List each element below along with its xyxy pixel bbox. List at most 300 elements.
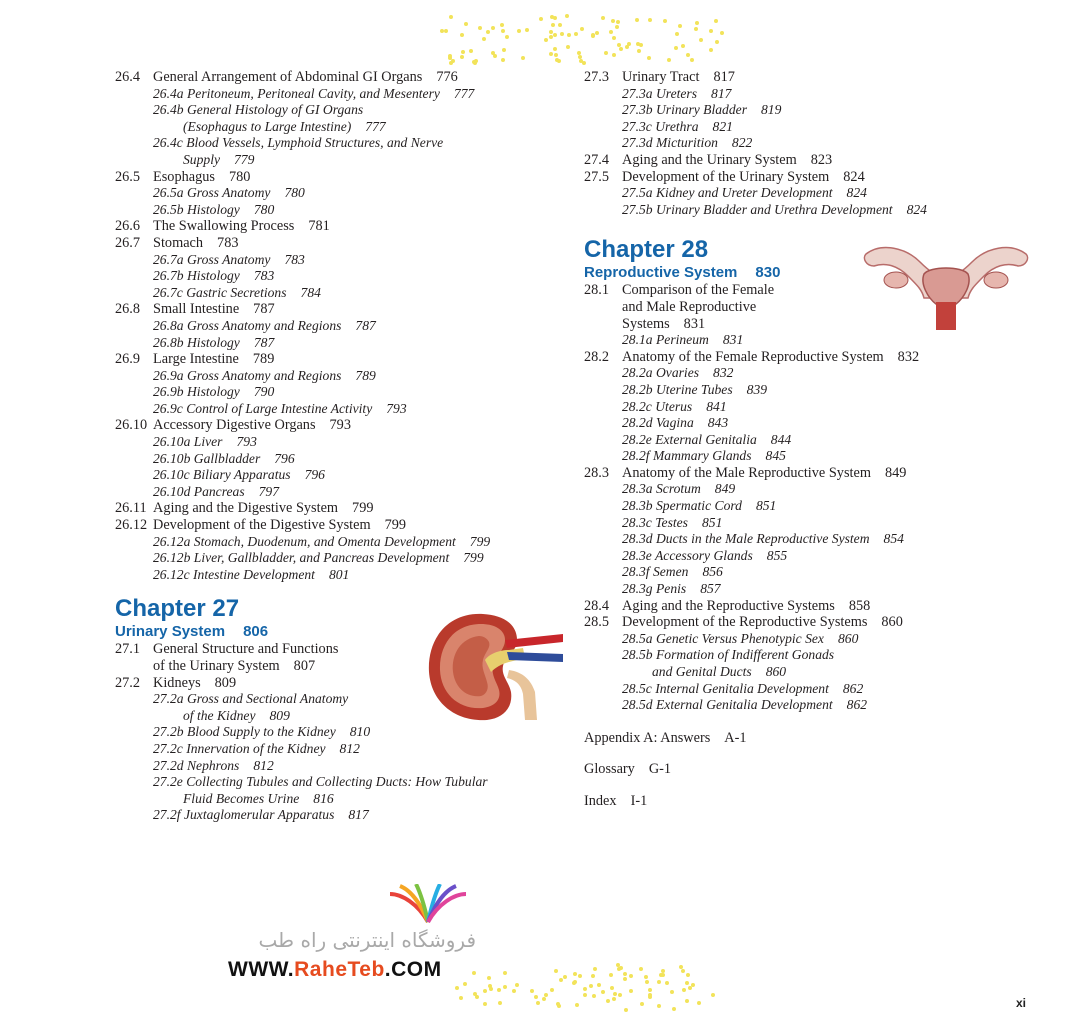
entry-title: 28.1a Perineum <box>622 332 709 348</box>
toc-section-entry <box>584 69 1044 86</box>
toc-subsection-entry <box>115 368 565 385</box>
decorative-dot <box>604 51 608 55</box>
toc-section-entry <box>115 301 565 318</box>
toc-subsection-entry <box>115 285 565 302</box>
entry-title: 27.3a Ureters <box>622 85 698 101</box>
section-number: 27.2 <box>115 674 141 691</box>
page-ref: 777 <box>365 118 386 134</box>
decorative-dot <box>672 1007 676 1011</box>
page-ref: 860 <box>881 614 903 631</box>
decorative-dot <box>563 975 567 979</box>
decorative-dot <box>554 969 558 973</box>
entry-title: 26.10d Pancreas <box>153 483 245 499</box>
toc-subsection-entry <box>584 185 1044 202</box>
decorative-dot <box>670 990 674 994</box>
page-ref: 849 <box>884 464 907 481</box>
entry-title: 28.3e Accessory Glands <box>622 547 753 563</box>
toc-subsection-entry <box>115 451 565 468</box>
toc-subsection-entry <box>115 484 565 501</box>
decorative-dot <box>709 29 713 33</box>
entry-title: 28.3g Penis <box>622 581 687 597</box>
decorative-dot <box>610 986 614 990</box>
decorative-dot <box>558 23 562 27</box>
page-ref: 799 <box>384 517 407 534</box>
decorative-dot <box>612 997 616 1001</box>
entry-title: 28.3d Ducts in the Male Reproductive System <box>622 531 870 547</box>
decorative-dot <box>711 993 715 997</box>
decorative-dot <box>557 59 561 63</box>
decorative-dot <box>589 984 593 988</box>
entry-title: 28.3c Testes <box>622 514 688 530</box>
decorative-dot <box>657 980 661 984</box>
decorative-dot <box>549 52 553 56</box>
decorative-dot <box>593 967 597 971</box>
entry-title: Urinary Tract <box>622 69 700 85</box>
decorative-dot <box>595 31 599 35</box>
toc-subsection-entry <box>584 415 1044 432</box>
page-ref: 832 <box>713 365 734 381</box>
back-matter-item <box>584 793 1044 810</box>
toc-subsection-entry <box>584 448 1044 465</box>
entry-title: Aging and the Urinary System <box>622 151 797 168</box>
url-prefix: WWW. <box>228 958 295 981</box>
toc-entry-list <box>584 282 1044 713</box>
decorative-dot <box>624 1008 628 1012</box>
decorative-dot <box>573 980 577 984</box>
page-ref: 793 <box>236 434 257 450</box>
entry-title: 26.4b General Histology of GI Organs <box>153 102 364 118</box>
section-number: 27.1 <box>115 641 141 658</box>
page-ref: G-1 <box>648 761 672 778</box>
toc-subsection-entry <box>115 534 565 551</box>
decorative-dot <box>709 48 713 52</box>
raheteb-watermark <box>228 884 478 994</box>
entry-title: 28.2d Vagina <box>622 415 694 431</box>
decorative-dot <box>478 26 482 30</box>
toc-subsection-entry <box>584 432 1044 449</box>
entry-title: 27.2b Blood Supply to the Kidney <box>153 724 336 740</box>
entry-title: 26.8b Histology <box>153 334 240 350</box>
toc-subsection-entry <box>115 467 565 484</box>
decorative-dot <box>619 47 623 51</box>
decorative-dot <box>530 989 534 993</box>
watermark-url <box>228 958 442 982</box>
section-number: 28.3 <box>584 464 610 481</box>
decorative-dot <box>551 23 555 27</box>
page-ref: 812 <box>339 740 360 756</box>
section-number: 26.11 <box>115 500 147 517</box>
decorative-dot <box>534 995 538 999</box>
chapter-27-heading: Chapter 27 <box>115 595 240 623</box>
decorative-dot <box>460 33 464 37</box>
section-number: 27.4 <box>584 151 610 168</box>
chapter-28-heading: Chapter 28 <box>584 236 709 264</box>
toc-subsection-entry <box>584 515 1044 532</box>
entry-title: 28.5c Internal Genitalia Development <box>622 680 829 696</box>
entry-title: 26.10a Liver <box>153 434 223 450</box>
entry-title: 27.2e Collecting Tubules and Collecting Ducts: How Tubular <box>153 774 488 790</box>
toc-subsection-entry <box>115 807 565 824</box>
page-ref: 817 <box>711 85 732 101</box>
entry-title: Comparison of the Female <box>622 282 775 299</box>
entry-title: Index <box>584 792 617 809</box>
decorative-dot <box>449 15 453 19</box>
toc-subsection-entry <box>115 102 565 119</box>
section-number: 26.9 <box>115 351 141 368</box>
decorative-dot <box>648 995 652 999</box>
decorative-dot <box>606 999 610 1003</box>
entry-title: 26.12c Intestine Development <box>153 566 315 582</box>
decorative-dot <box>665 981 669 985</box>
toc-section-entry <box>584 349 1044 366</box>
toc-section-entry <box>115 417 565 434</box>
decorative-dot <box>550 988 554 992</box>
toc-subsection-entry <box>115 384 565 401</box>
entry-title: 27.2f Juxtaglomerular Apparatus <box>153 807 335 823</box>
entry-title: Anatomy of the Male Reproductive System <box>622 464 871 481</box>
section-number: 26.12 <box>115 517 148 534</box>
toc-subsection-entry <box>584 498 1044 515</box>
page-ref: 810 <box>349 724 371 740</box>
toc-subsection-entry <box>115 550 565 567</box>
entry-title: 26.5b Histology <box>153 201 240 217</box>
decorative-dot <box>559 978 563 982</box>
page-ref: 816 <box>313 790 334 806</box>
entry-title: Appendix A: Answers <box>584 729 711 746</box>
chapter-page: 830 <box>755 264 781 282</box>
decorative-dot <box>648 988 652 992</box>
entry-title: 28.3b Spermatic Cord <box>622 498 742 514</box>
toc-subsection-entry <box>584 135 1044 152</box>
decorative-dot <box>591 974 595 978</box>
entry-title: Aging and the Reproductive Systems <box>622 597 835 614</box>
entry-title: 26.4c Blood Vessels, Lymphoid Structures, and Nerve <box>153 135 444 151</box>
toc-subsection-entry <box>584 481 1044 498</box>
decorative-dot <box>612 36 616 40</box>
entry-title: 26.7c Gastric Secretions <box>153 284 287 300</box>
page-ref: 849 <box>714 481 736 497</box>
page-ref: 796 <box>274 450 295 466</box>
decorative-dot <box>720 31 724 35</box>
toc-subsection-entry <box>115 434 565 451</box>
entry-title: 26.10c Biliary Apparatus <box>153 467 291 483</box>
decorative-dot <box>512 989 516 993</box>
chapter-title-text: Urinary System <box>115 623 226 641</box>
entry-title: Small Intestine <box>153 301 240 318</box>
toc-subsection-entry <box>584 631 1044 648</box>
page-ref: 801 <box>328 566 350 582</box>
decorative-dot <box>550 15 554 19</box>
toc-subsection-entry <box>584 681 1044 698</box>
entry-title: 27.3c Urethra <box>622 118 699 134</box>
page-ref: 817 <box>713 69 735 85</box>
decorative-dot <box>601 16 605 20</box>
decorative-dot <box>461 50 465 54</box>
decorative-dot <box>695 21 699 25</box>
toc-subsection-entry <box>115 119 565 136</box>
decorative-dots-top <box>440 14 725 66</box>
decorative-dot <box>637 49 641 53</box>
toc-subsection-entry <box>584 531 1044 548</box>
page-ref: 809 <box>269 707 290 723</box>
toc-subsection-entry <box>584 86 1044 103</box>
entry-title: 28.2e External Genitalia <box>622 431 757 447</box>
decorative-dots-bottom <box>455 962 715 1012</box>
toc-subsection-entry <box>115 567 565 584</box>
decorative-dot <box>498 1001 502 1005</box>
decorative-dot <box>639 967 643 971</box>
toc-subsection-entry <box>115 774 565 791</box>
toc-entry-list <box>115 69 565 583</box>
decorative-dot <box>486 30 490 34</box>
decorative-dot <box>448 54 452 58</box>
entry-title: Aging and the Digestive System <box>153 500 339 517</box>
decorative-dot <box>617 967 621 971</box>
decorative-dot <box>503 985 507 989</box>
entry-title: 28.5d External Genitalia Development <box>622 697 833 713</box>
toc-subsection-entry <box>115 758 565 775</box>
toc-subsection-entry <box>115 86 565 103</box>
decorative-dot <box>629 974 633 978</box>
decorative-dot <box>553 33 557 37</box>
decorative-dot <box>497 988 501 992</box>
decorative-dot <box>644 975 648 979</box>
entry-title: Systems <box>622 315 670 332</box>
entry-title: 28.2f Mammary Glands <box>622 448 752 464</box>
toc-subsection-entry <box>115 335 565 352</box>
page-ref: 812 <box>253 757 274 773</box>
decorative-dot <box>517 29 521 33</box>
toc-subsection-entry <box>115 318 565 335</box>
page-ref: 831 <box>683 315 706 332</box>
toc-subsection-entry <box>115 202 565 219</box>
uterus-illustration <box>860 236 1032 332</box>
page-ref: 857 <box>700 581 721 597</box>
entry-title: 27.5b Urinary Bladder and Urethra Development <box>622 201 893 217</box>
decorative-dot <box>544 38 548 42</box>
decorative-dot <box>565 14 569 18</box>
page-ref: 854 <box>883 531 904 547</box>
entry-title: The Swallowing Process <box>153 218 295 235</box>
page-ref: 780 <box>228 168 251 185</box>
section-number: 28.5 <box>584 614 610 631</box>
page-ref: 856 <box>702 564 723 580</box>
decorative-dot <box>566 45 570 49</box>
decorative-dot <box>578 974 582 978</box>
page-ref: 787 <box>253 301 275 318</box>
toc-subsection-entry <box>584 119 1044 136</box>
toc-subsection-entry <box>584 581 1044 598</box>
decorative-dot <box>597 983 601 987</box>
toc-subsection-entry <box>584 102 1044 119</box>
toc-section-entry <box>584 465 1044 482</box>
decorative-dot <box>469 49 473 53</box>
decorative-dot <box>556 1002 560 1006</box>
toc-subsection-entry <box>115 268 565 285</box>
decorative-dot <box>567 33 571 37</box>
decorative-dot <box>583 993 587 997</box>
entry-title: 28.2a Ovaries <box>622 365 700 381</box>
decorative-dot <box>640 1002 644 1006</box>
toc-subsection-entry <box>115 724 565 741</box>
toc-section-entry <box>115 69 565 86</box>
decorative-dot <box>440 29 444 33</box>
decorative-dot <box>686 973 690 977</box>
decorative-dot <box>580 27 584 31</box>
page-ref: 841 <box>706 398 727 414</box>
entry-title: 27.2a Gross and Sectional Anatomy <box>153 691 349 707</box>
page-ref: 862 <box>846 697 868 713</box>
page-ref: 822 <box>731 135 753 151</box>
section-number: 26.8 <box>115 301 141 318</box>
decorative-dot <box>694 27 698 31</box>
section-number: 28.2 <box>584 348 610 365</box>
page-ref: 821 <box>712 118 733 134</box>
decorative-dot <box>483 989 487 993</box>
page-ref: 784 <box>300 284 321 300</box>
section-number: 26.10 <box>115 417 148 434</box>
page-ref: 858 <box>848 597 871 614</box>
back-matter-list <box>584 730 1044 810</box>
decorative-dot <box>648 18 652 22</box>
page-ref: 807 <box>293 658 316 674</box>
page-ref: 824 <box>843 168 865 185</box>
toc-section-entry <box>115 517 565 534</box>
toc-section-entry <box>584 169 1044 186</box>
entry-title: of the Kidney <box>183 707 256 723</box>
page-ref: A-1 <box>724 729 747 746</box>
decorative-dot <box>554 53 558 57</box>
decorative-dot <box>663 19 667 23</box>
decorative-dot <box>521 56 525 60</box>
toc-section-entry <box>584 614 1044 631</box>
decorative-dot <box>714 19 718 23</box>
toc-section-entry <box>115 169 565 186</box>
decorative-dot <box>611 19 615 23</box>
entry-title: 26.8a Gross Anatomy and Regions <box>153 317 342 333</box>
decorative-dot <box>612 53 616 57</box>
decorative-dot <box>691 983 695 987</box>
entry-title: 28.5b Formation of Indifferent Gonads <box>622 647 835 663</box>
page-ref: I-1 <box>630 792 648 809</box>
page-ref: 824 <box>846 185 867 201</box>
page-ref: 817 <box>348 807 369 823</box>
decorative-dot <box>615 25 619 29</box>
entry-title: of the Urinary System <box>153 658 280 674</box>
decorative-dot <box>489 987 493 991</box>
entry-title: and Male Reproductive <box>622 298 757 315</box>
entry-title: 26.9c Control of Large Intestine Activity <box>153 400 373 416</box>
toc-subsection-entry <box>584 399 1044 416</box>
toc-subsection-entry <box>115 152 565 169</box>
toc-right-column <box>584 69 1044 825</box>
decorative-dot <box>697 1001 701 1005</box>
decorative-dot <box>616 20 620 24</box>
decorative-dot <box>601 990 605 994</box>
toc-section-entry <box>584 598 1044 615</box>
entry-title: Fluid Becomes Urine <box>183 790 300 806</box>
page-ref: 831 <box>722 332 744 348</box>
decorative-dot <box>667 58 671 62</box>
decorative-dot <box>501 58 505 62</box>
entry-title: Development of the Urinary System <box>622 168 830 185</box>
entry-title: 26.12b Liver, Gallbladder, and Pancreas Development <box>153 550 450 566</box>
page-ref: 780 <box>284 185 305 201</box>
decorative-dot <box>525 28 529 32</box>
entry-title: 26.12a Stomach, Duodenum, and Omenta Development <box>153 533 456 549</box>
page-ref: 793 <box>386 400 407 416</box>
page-ref: 823 <box>810 151 833 168</box>
entry-title: 26.9a Gross Anatomy and Regions <box>153 367 342 383</box>
decorative-dot <box>623 977 627 981</box>
entry-title: 28.3f Semen <box>622 564 689 580</box>
decorative-dot <box>645 980 649 984</box>
page-ref: 799 <box>463 550 484 566</box>
decorative-dot <box>682 988 686 992</box>
entry-title: 28.5a Genetic Versus Phenotypic Sex <box>622 630 824 646</box>
decorative-dot <box>460 55 464 59</box>
entry-title: Kidneys <box>153 674 201 691</box>
entry-title: 28.3a Scrotum <box>622 481 701 497</box>
toc-subsection-entry <box>584 564 1044 581</box>
page-ref: 843 <box>707 415 729 431</box>
open-book-logo-icon <box>388 884 468 924</box>
page-ref: 783 <box>253 268 275 284</box>
decorative-dot <box>661 973 665 977</box>
decorative-dot <box>635 18 639 22</box>
entry-title: 26.9b Histology <box>153 384 240 400</box>
page-ref: 832 <box>897 348 920 365</box>
page-ref: 860 <box>837 630 859 646</box>
decorative-dot <box>501 29 505 33</box>
back-matter-item <box>584 730 1044 747</box>
decorative-dot <box>444 29 448 33</box>
page-ref: 799 <box>352 500 374 517</box>
decorative-dot <box>560 32 564 36</box>
page-ref: 779 <box>234 151 255 167</box>
page-ref: 781 <box>308 218 330 235</box>
page-ref: 862 <box>842 680 864 696</box>
toc-section-entry <box>115 500 565 517</box>
page-ref: 824 <box>906 201 927 217</box>
entry-title: Stomach <box>153 234 204 251</box>
decorative-dot <box>464 22 468 26</box>
decorative-dot <box>459 996 463 1000</box>
page-ref: 790 <box>253 384 275 400</box>
entry-title: 27.2d Nephrons <box>153 757 240 773</box>
decorative-dot <box>715 40 719 44</box>
decorative-dot <box>685 981 689 985</box>
page-ref: 809 <box>214 674 237 691</box>
section-number: 28.4 <box>584 597 610 614</box>
page-ref: 787 <box>253 334 275 350</box>
page-ref: 789 <box>355 367 376 383</box>
page-number: xi <box>1016 996 1027 1010</box>
decorative-dot <box>539 17 543 21</box>
decorative-dot <box>482 37 486 41</box>
toc-subsection-entry <box>584 548 1044 565</box>
toc-subsection-entry <box>115 252 565 269</box>
entry-title: 26.10b Gallbladder <box>153 450 261 466</box>
toc-subsection-entry <box>584 664 1044 681</box>
entry-title: Supply <box>183 151 220 167</box>
toc-subsection-entry <box>584 647 1044 664</box>
toc-subsection-entry <box>584 365 1044 382</box>
decorative-dot <box>505 35 509 39</box>
section-number: 26.5 <box>115 168 141 185</box>
page-ref: 796 <box>304 467 325 483</box>
page-ref: 783 <box>217 234 239 251</box>
